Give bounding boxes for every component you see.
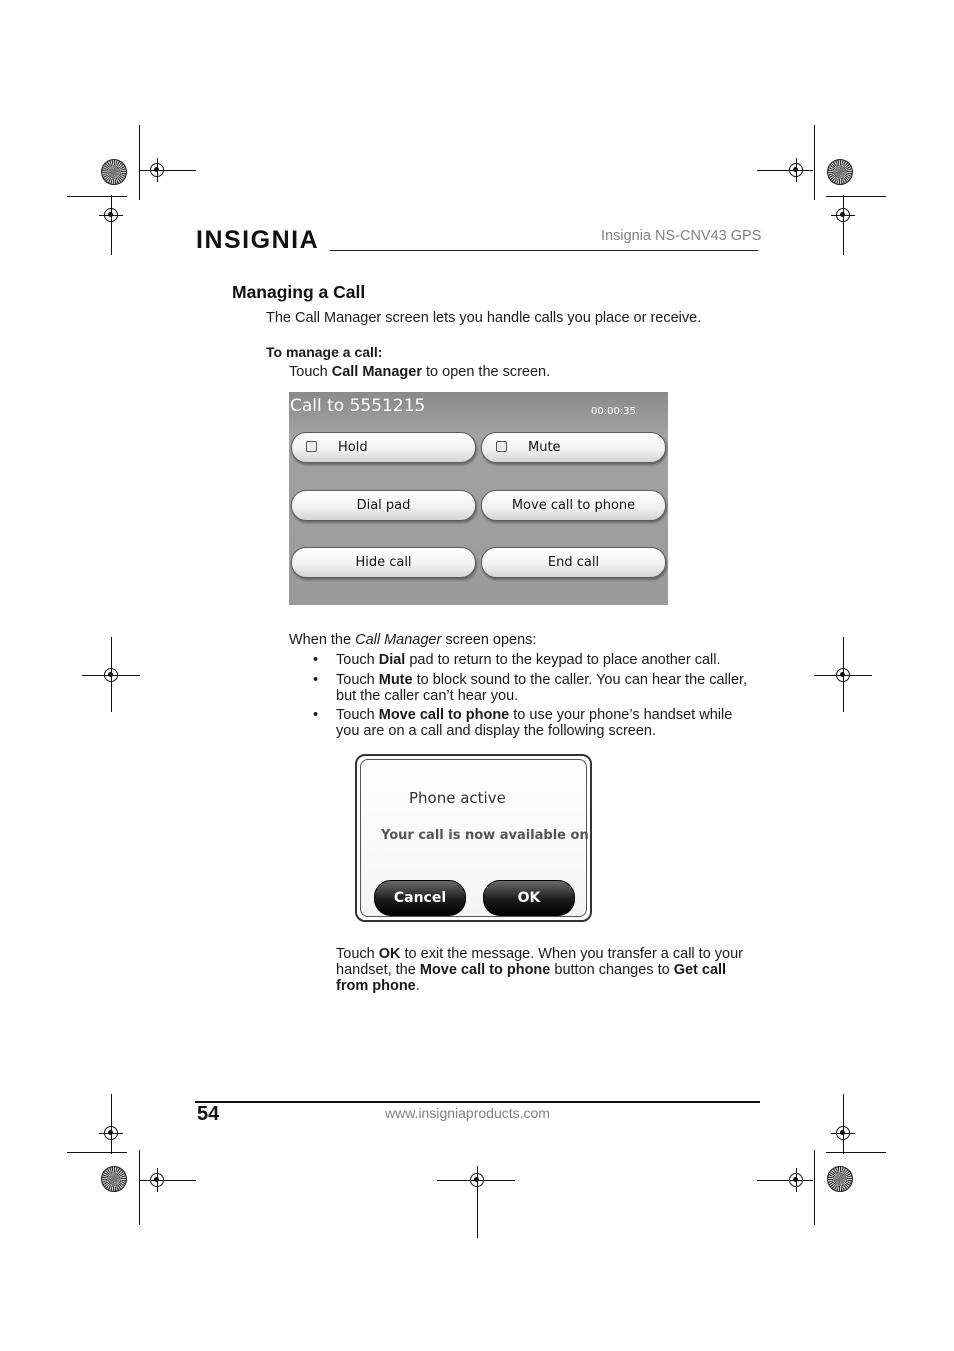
section-heading: Managing a Call <box>232 282 366 302</box>
registration-target-icon <box>104 208 118 222</box>
list-item: • Touch Dial pad to return to the keypad to place another call. <box>313 652 721 668</box>
registration-target-icon <box>470 1173 484 1187</box>
registration-target-icon <box>104 1126 118 1140</box>
dial-pad-button[interactable]: Dial pad <box>291 490 476 521</box>
mute-label: Mute <box>528 440 561 455</box>
bullet-icon: • <box>313 672 319 688</box>
when-opens-text: When the Call Manager screen opens: <box>289 632 537 648</box>
phone-active-dialog <box>355 754 592 922</box>
call-manager-screenshot <box>289 392 668 605</box>
hold-button[interactable] <box>291 432 476 463</box>
registration-target-icon <box>150 163 164 177</box>
registration-starburst-icon <box>101 1166 127 1192</box>
call-timer: 00:00:35 <box>591 406 636 417</box>
procedure-title: To manage a call: <box>266 344 383 360</box>
move-call-to-phone-button[interactable]: Move call to phone <box>481 490 666 521</box>
footer-rule <box>195 1101 760 1103</box>
page-number: 54 <box>197 1103 220 1125</box>
registration-target-icon <box>789 163 803 177</box>
list-item: • Touch Mute to block sound to the caller. You can hear the caller, but the caller can’t hear you. <box>313 672 748 704</box>
registration-starburst-icon <box>827 1166 853 1192</box>
registration-target-icon <box>150 1173 164 1187</box>
registration-starburst-icon <box>101 159 127 185</box>
step-1: Touch Call Manager to open the screen. <box>289 364 551 380</box>
mute-checkbox-icon <box>496 441 507 452</box>
registration-target-icon <box>836 208 850 222</box>
hide-call-button[interactable]: Hide call <box>291 547 476 578</box>
hold-label: Hold <box>338 440 368 455</box>
ok-button[interactable]: OK <box>483 880 575 916</box>
call-title: Call to 5551215 <box>290 396 426 416</box>
header-rule <box>330 250 758 251</box>
registration-starburst-icon <box>827 159 853 185</box>
dialog-title: Phone active <box>409 789 506 807</box>
closing-paragraph: Touch OK to exit the message. When you transfer a call to your handset, the Move call to phone button changes to Get call from phone. <box>336 946 744 994</box>
dialog-message: Your call is now available on <box>381 828 589 843</box>
intro-paragraph: The Call Manager screen lets you handle calls you place or receive. <box>266 310 702 326</box>
bullet-icon: • <box>313 652 319 668</box>
registration-target-icon <box>836 668 850 682</box>
mute-button[interactable] <box>481 432 666 463</box>
header-product-title: Insignia NS-CNV43 GPS <box>601 228 762 244</box>
cancel-button[interactable]: Cancel <box>374 880 466 916</box>
insignia-logo: INSIGNIA <box>196 226 320 254</box>
footer-url: www.insigniaproducts.com <box>385 1105 550 1121</box>
registration-target-icon <box>789 1173 803 1187</box>
list-item: • Touch Move call to phone to use your phone’s handset while you are on a call and display the following screen. <box>313 707 733 739</box>
registration-target-icon <box>104 668 118 682</box>
hold-checkbox-icon <box>306 441 317 452</box>
bullet-icon: • <box>313 707 319 723</box>
end-call-button[interactable]: End call <box>481 547 666 578</box>
registration-target-icon <box>836 1126 850 1140</box>
